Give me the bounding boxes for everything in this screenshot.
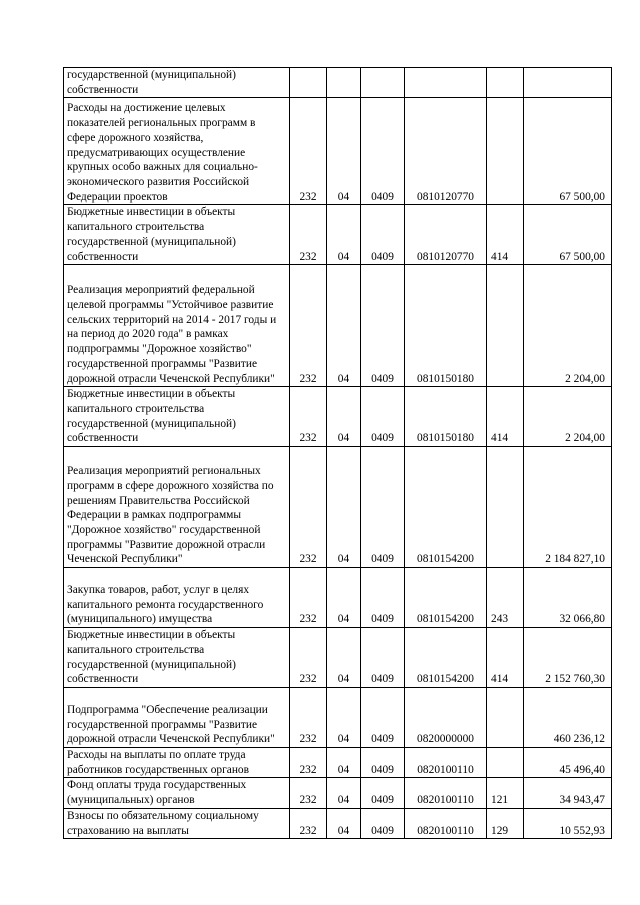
row-sum	[524, 68, 612, 98]
table-row	[64, 688, 612, 748]
row-pr	[361, 68, 405, 98]
row-vr	[487, 68, 524, 98]
row-csr: 0820000000	[405, 688, 487, 748]
row-ved: 232	[290, 387, 327, 447]
row-sum: 32 066,80	[524, 568, 612, 628]
row-name: Подпрограмма "Обеспечение реализации государственной программы "Развитие дорожной отрасли Чеченской Республики"	[64, 688, 290, 748]
row-name: государственной (муниципальной) собственности	[64, 68, 290, 98]
row-ved	[290, 68, 327, 98]
row-name: Бюджетные инвестиции в объекты капитального строительства государственной (муниципальной) собственности	[64, 387, 290, 447]
row-csr: 0810150180	[405, 265, 487, 387]
row-ved: 232	[290, 778, 327, 808]
row-rz: 04	[327, 205, 361, 265]
table-row	[64, 447, 612, 568]
table-row	[64, 68, 612, 98]
row-pr: 0409	[361, 387, 405, 447]
row-name: Расходы на выплаты по оплате труда работников государственных органов	[64, 748, 290, 778]
row-vr: 414	[487, 387, 524, 447]
row-ved: 232	[290, 265, 327, 387]
row-ved: 232	[290, 688, 327, 748]
row-ved: 232	[290, 748, 327, 778]
row-vr: 121	[487, 778, 524, 808]
row-sum: 2 152 760,30	[524, 628, 612, 688]
row-sum: 460 236,12	[524, 688, 612, 748]
row-rz: 04	[327, 568, 361, 628]
row-vr	[487, 265, 524, 387]
row-name: Взносы по обязательному социальному страхованию на выплаты	[64, 808, 290, 838]
row-pr: 0409	[361, 688, 405, 748]
row-rz: 04	[327, 265, 361, 387]
row-csr: 0810120770	[405, 205, 487, 265]
row-pr: 0409	[361, 808, 405, 838]
row-name: Реализация мероприятий федеральной целевой программы "Устойчивое развитие сельских территорий на 2014 - 2017 годы и на период до 2020 года" в рамках подпрограммы "Дорожное хозяйство" государственной программы "Развитие дорожной отрасли Чеченской Республики"	[64, 265, 290, 387]
table-row	[64, 748, 612, 778]
row-rz: 04	[327, 748, 361, 778]
row-ved: 232	[290, 447, 327, 568]
row-csr: 0820100110	[405, 778, 487, 808]
row-vr	[487, 688, 524, 748]
row-rz	[327, 68, 361, 98]
table-row	[64, 265, 612, 387]
row-ved: 232	[290, 98, 327, 205]
row-csr: 0820100110	[405, 748, 487, 778]
row-ved: 232	[290, 808, 327, 838]
row-csr: 0810120770	[405, 98, 487, 205]
row-rz: 04	[327, 98, 361, 205]
row-sum: 34 943,47	[524, 778, 612, 808]
table-row	[64, 98, 612, 205]
row-vr	[487, 98, 524, 205]
row-pr: 0409	[361, 265, 405, 387]
table-row	[64, 568, 612, 628]
row-name: Расходы на достижение целевых показателей региональных программ в сфере дорожного хозяйства, предусматривающих осуществление крупных особо важных для социально-экономического развития Российской Федерации проектов	[64, 98, 290, 205]
row-pr: 0409	[361, 205, 405, 265]
row-pr: 0409	[361, 447, 405, 568]
row-pr: 0409	[361, 568, 405, 628]
row-csr: 0810154200	[405, 447, 487, 568]
row-rz: 04	[327, 387, 361, 447]
row-csr: 0810154200	[405, 568, 487, 628]
table-row	[64, 628, 612, 688]
row-vr: 414	[487, 628, 524, 688]
row-pr: 0409	[361, 778, 405, 808]
row-rz: 04	[327, 808, 361, 838]
row-name: Закупка товаров, работ, услуг в целях капитального ремонта государственного (муниципального) имущества	[64, 568, 290, 628]
row-rz: 04	[327, 628, 361, 688]
row-vr: 129	[487, 808, 524, 838]
row-ved: 232	[290, 568, 327, 628]
row-sum: 2 204,00	[524, 387, 612, 447]
row-sum: 10 552,93	[524, 808, 612, 838]
row-vr	[487, 748, 524, 778]
row-vr: 243	[487, 568, 524, 628]
row-rz: 04	[327, 447, 361, 568]
table-row	[64, 205, 612, 265]
row-rz: 04	[327, 778, 361, 808]
row-csr	[405, 68, 487, 98]
table-row	[64, 387, 612, 447]
row-name: Бюджетные инвестиции в объекты капитального строительства государственной (муниципальной) собственности	[64, 205, 290, 265]
table-row	[64, 808, 612, 838]
row-ved: 232	[290, 628, 327, 688]
row-sum: 45 496,40	[524, 748, 612, 778]
row-pr: 0409	[361, 98, 405, 205]
row-sum: 2 184 827,10	[524, 447, 612, 568]
row-csr: 0810154200	[405, 628, 487, 688]
row-name: Фонд оплаты труда государственных (муниципальных) органов	[64, 778, 290, 808]
row-sum: 67 500,00	[524, 205, 612, 265]
row-ved: 232	[290, 205, 327, 265]
row-sum: 2 204,00	[524, 265, 612, 387]
row-pr: 0409	[361, 628, 405, 688]
budget-table	[63, 67, 612, 839]
row-vr	[487, 447, 524, 568]
row-csr: 0810150180	[405, 387, 487, 447]
table-row	[64, 778, 612, 808]
row-rz: 04	[327, 688, 361, 748]
row-csr: 0820100110	[405, 808, 487, 838]
row-name: Реализация мероприятий региональных программ в сфере дорожного хозяйства по решениям Правительства Российской Федерации в рамках подпрограммы "Дорожное хозяйство" государственной программы "Развитие дорожной отрасли Чеченской Республики"	[64, 447, 290, 568]
row-name: Бюджетные инвестиции в объекты капитального строительства государственной (муниципальной) собственности	[64, 628, 290, 688]
row-pr: 0409	[361, 748, 405, 778]
row-sum: 67 500,00	[524, 98, 612, 205]
budget-table-page	[63, 67, 612, 839]
row-vr: 414	[487, 205, 524, 265]
